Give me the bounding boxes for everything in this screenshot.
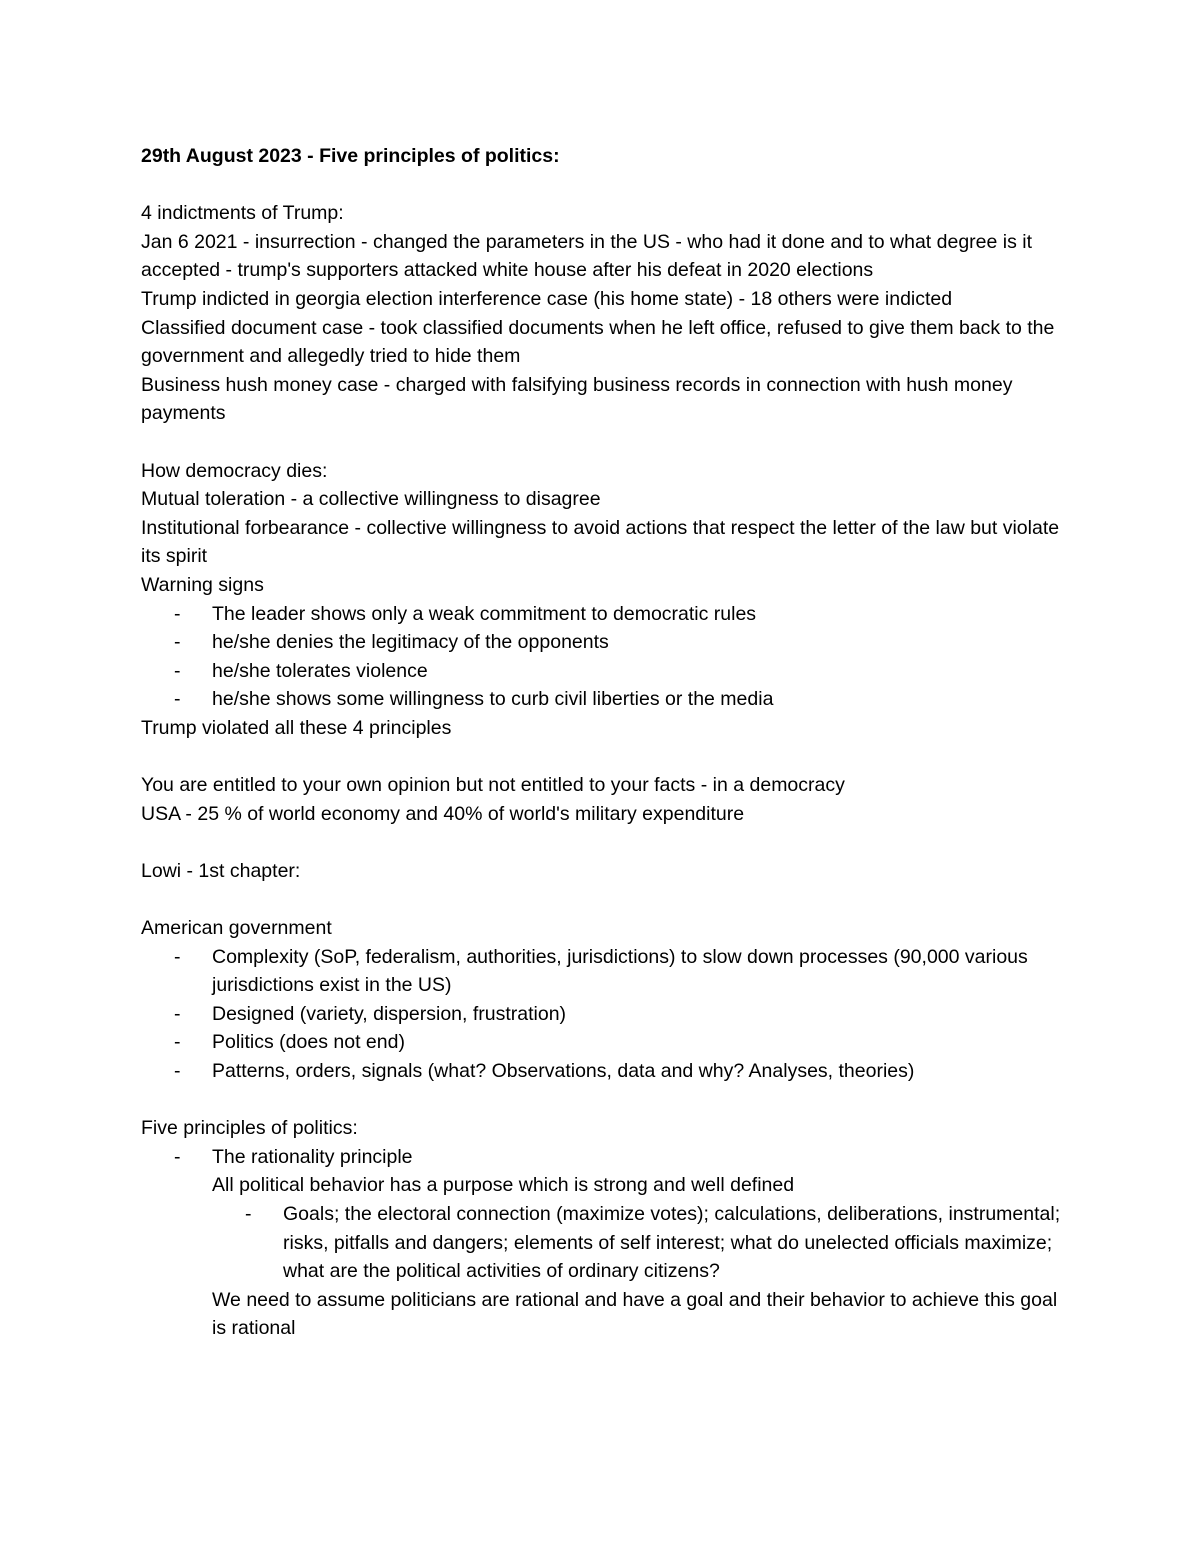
warning-signs-list xyxy=(141,600,1061,714)
american-government-heading: American government xyxy=(141,917,332,940)
rationality-label: The rationality principle xyxy=(212,1145,413,1168)
institutional-forbearance: Institutional forbearance - collective willingness to avoid actions that respect the letter of the law but violate its spirit xyxy=(141,516,1060,568)
list-item: - he/she tolerates violence xyxy=(141,657,1061,686)
spacer xyxy=(141,885,1061,914)
spacer xyxy=(141,428,1061,457)
rationality-sublist-wrapper xyxy=(141,1200,1061,1286)
warning-signs-heading: Warning signs xyxy=(141,573,264,596)
document-page xyxy=(141,142,1061,1343)
spacer xyxy=(141,171,1061,200)
indictment-item: Trump indicted in georgia election interference case (his home state) - 18 others were indicted xyxy=(141,287,953,310)
indictment-item: Jan 6 2021 - insurrection - changed the parameters in the US - who had it done and to what degree is it accepted - trump's supporters attacked white house after his defeat in 2020 elections xyxy=(141,230,1033,282)
list-item: - Complexity (SoP, federalism, authorities, jurisdictions) to slow down processes (90,000 various jurisdictions exist in the US) xyxy=(141,943,1061,1000)
list-item: - Patterns, orders, signals (what? Observations, data and why? Analyses, theories) xyxy=(141,1057,1061,1086)
list-item: - The leader shows only a weak commitment to democratic rules xyxy=(141,600,1061,629)
list-item xyxy=(141,1143,1061,1172)
list-item: - Designed (variety, dispersion, frustration) xyxy=(141,1000,1061,1029)
indictments-heading: 4 indictments of Trump: xyxy=(141,202,344,225)
list-item: - Goals; the electoral connection (maximize votes); calculations, deliberations, instrumental; risks, pitfalls and dangers; elements of self interest; what do unelected officials maximize; what are the political activities of ordinary citizens? xyxy=(212,1200,1061,1286)
mutual-toleration: Mutual toleration - a collective willingness to disagree xyxy=(141,488,601,511)
rationality-description: All political behavior has a purpose which is strong and well defined xyxy=(212,1174,795,1197)
rationality-sublist xyxy=(212,1200,1061,1286)
spacer xyxy=(141,828,1061,857)
usa-statement: USA - 25 % of world economy and 40% of world's military expenditure xyxy=(141,802,745,825)
democracy-heading: How democracy dies: xyxy=(141,459,328,482)
five-principles-list xyxy=(141,1143,1061,1172)
indictment-item: Business hush money case - charged with falsifying business records in connection with hush money payments xyxy=(141,373,1013,425)
five-principles-heading: Five principles of politics: xyxy=(141,1117,358,1140)
spacer xyxy=(141,742,1061,771)
list-item: - he/she shows some willingness to curb civil liberties or the media xyxy=(141,685,1061,714)
rationality-note: We need to assume politicians are rational and have a goal and their behavior to achieve this goal is rational xyxy=(212,1288,1058,1340)
list-item: - Politics (does not end) xyxy=(141,1028,1061,1057)
list-item: - he/she denies the legitimacy of the opponents xyxy=(141,628,1061,657)
page-title: 29th August 2023 - Five principles of politics: xyxy=(141,145,560,167)
opinion-statement: You are entitled to your own opinion but not entitled to your facts - in a democracy xyxy=(141,774,845,797)
spacer xyxy=(141,1086,1061,1115)
indictment-item: Classified document case - took classified documents when he left office, refused to give them back to the government and allegedly tried to hide them xyxy=(141,316,1055,368)
lowi-heading: Lowi - 1st chapter: xyxy=(141,859,301,882)
american-government-list xyxy=(141,943,1061,1086)
democracy-conclusion: Trump violated all these 4 principles xyxy=(141,716,452,739)
